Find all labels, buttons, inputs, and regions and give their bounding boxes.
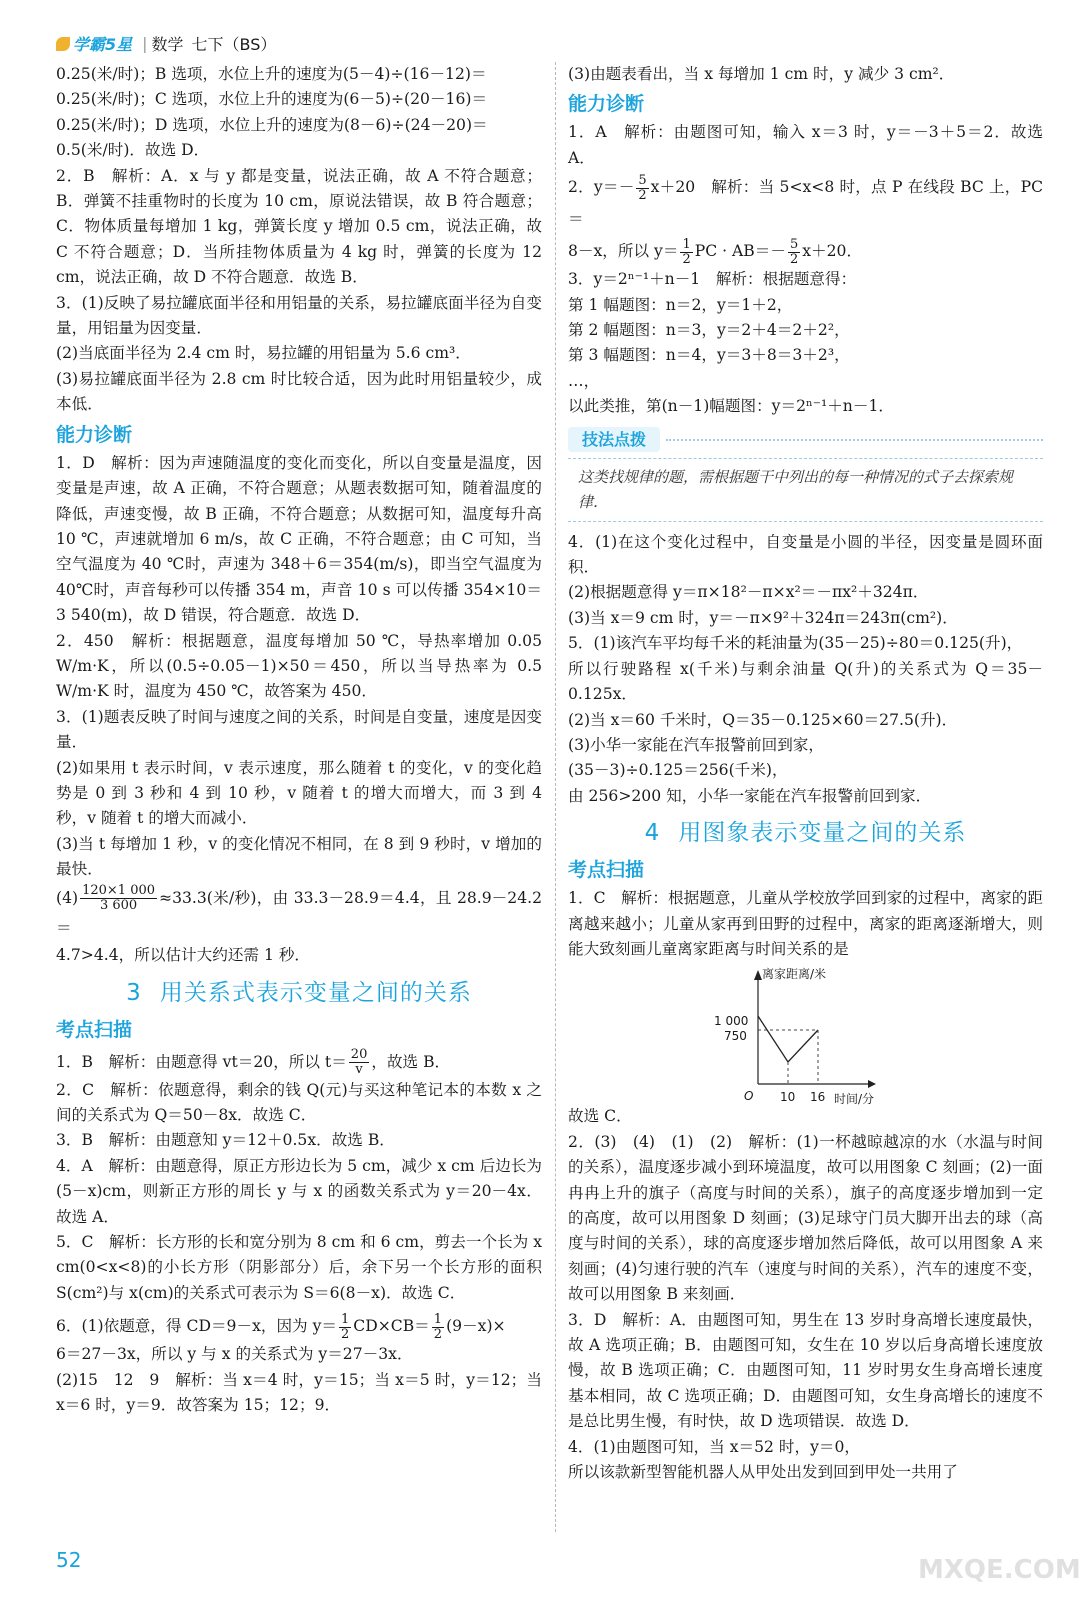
fraction: $\frac{5}{2}$ [789,236,799,267]
answer-2: 2．B 解析：A．x 与 y 都是变量，说法正确，故 A 不符合题意；B．弹簧不挂重物时的长度为 10 cm，原说法错误，故 B 符合题意；C．物体质量每增加 1 kg，弹簧长度 y 增加 0.5 cm，说法正确，故 C 不符合题意；D．当所挂物体质量为 4 kg 时，弹簧的长度为 12 cm，说法正确，故 D 不符合题意．故选 B． [56,166,542,287]
ability-3: 3．y＝2ⁿ⁻¹＋n－1 解析：根据题意得： [568,270,857,289]
ability-2: 2．450 解析：根据题意，温度每增加 50 ℃，导热率增加 0.05 W/m·K，所以(0.5÷0.05－1)×50＝450，所以当导热率为 0.5 W/m·K 时，温度为 450 ℃，故答案为 450． [56,631,542,701]
intro-line: 0.25(米/时)；B 选项，水位上升的速度为(5－4)÷(16－12)＝ [56,65,487,83]
scan-3: 3．B 解析：由题意知 y＝12＋0.5x．故选 B． [56,1131,395,1150]
graph-y750: 750 [724,1029,747,1044]
tip-box: 这类找规律的题，需根据题干中列出的每一种情况的式子去探索规律． [568,458,1043,522]
scan-1: 1．C 解析：根据题意，儿童从学校放学回到家的过程中，离家的距离越来越小；儿童从家再到田野的过程中，离家的距离逐渐增大，则能大致刻画儿童离家距离与时间关系的是 [568,889,1043,958]
scan-4-1: 4．(1)由题图可知，当 x＝52 时，y＝0， [568,1437,861,1456]
intro-line: 0.25(米/时)；C 选项，水位上升的速度为(6－5)÷(20－16)＝ [56,90,488,109]
ability-2-line2: 8－x，所以 y＝ $\frac{1}{2}$ PC · AB＝－ $\frac{5}{2}$ x＋20． [568,236,863,267]
distance-time-graph [714,964,918,1107]
ability-5-4: (3)小华一家能在汽车报警前回到家， [568,735,824,754]
fraction: $\frac{20}{v}$ [350,1047,368,1077]
graph-x16: 16 [810,1090,826,1105]
ability-3-1: 3．(1)题表反映了时间与速度之间的关系，时间是自变量，速度是因变量． [56,707,542,752]
ability-1: 1．A 解析：由题图可知，输入 x＝3 时，y＝－3＋5＝2．故选 A． [568,123,1043,167]
section-4-title: 4 用图象表示变量之间的关系 [644,820,967,847]
ability-3-step: 第 2 幅题图：n＝3，y＝2＋4＝2＋2²， [568,321,850,340]
ability-5-6: 由 256>200 知，小华一家能在汽车报警前回到家． [568,786,932,805]
intro-line: 0.25(米/时)；D 选项，水位上升的速度为(8－6)÷(24－20)＝ [56,115,488,134]
scan-3: 3．D 解析：A．由题图可知，男生在 13 岁时身高增长速度最快，故 A 选项正确；B．由题图可知，女生在 10 岁以后身高增长速度放慢，故 B 选项正确；C．由题图可知，11 岁时男女生身高增长速度基本相同，故 C 选项正确；D．由题图可知，女生身高增长的速度不是总比男生慢，有时快，故 D 选项错误．故选 D． [568,1310,1043,1431]
ability-5-2: 所以行驶路程 x(千米)与剩余油量 Q(升)的关系式为 Q＝35－0.125x． [568,659,1043,704]
ability-2: 2．y＝－ $\frac{5}{2}$ x＋20 解析：当 5<x<8 时，点 P 在线段 BC 上，PC＝ [568,172,1043,229]
fraction: $\frac{1}{2}$ [341,1311,350,1342]
section-3-title: 3 用关系式表示变量之间的关系 [126,979,472,1006]
ability-1: 1．D 解析：因为声速随温度的变化而变化，所以自变量是温度，因变量是声速，故 A 正确，不符合题意；从题表数据可知，随着温度的降低，声速变慢，故 B 正确，不符合题意；从数据可知，温度每升高 10 ℃，声速就增加 6 m/s，故 C 正确，不符合题意；由 C 可知，当空气温度为 40 ℃时，声速为 348＋6＝354(m/s)，即当空气温度为 40℃时，声音每秒可以传播 354 m，声音 10 s 可以传播 354×10＝3 540(m)，故 D 错误，符合题意．故选 D． [56,453,542,625]
intro-line: 0.5(米/时)．故选 D． [56,141,210,160]
heading-scan: 考点扫描 [56,1018,133,1041]
ability-4-2: (2)根据题意得 y＝π×18²－π×x²＝－πx²＋324π． [568,583,929,602]
fraction: $\frac{1}{2}$ [682,236,691,267]
graph-origin: O [744,1089,754,1104]
answer-3-3-right: (3)由题表看出，当 x 每增加 1 cm 时，y 减少 3 cm²． [568,65,955,83]
fraction: $\frac{5}{2}$ [638,172,647,203]
graph-xlabel: 时间/分 [834,1092,875,1107]
answer-3-3: (3)易拉罐底面半径为 2.8 cm 时比较合适，因为此时用铝量较少，成本低． [56,369,542,414]
scan-2: 2．C 解析：依题意得，剩余的钱 Q(元)与买这种笔记本的本数 x 之间的关系式为 Q＝50－8x．故选 C． [56,1080,542,1124]
scan-5: 5．C 解析：长方形的长和宽分别为 8 cm 和 6 cm，剪去一个长为 x cm(0<x<8)的小长方形（阴影部分）后，余下另一个长方形的面积 S(cm²)与 x(cm)的关系式可表示为 S＝6(8－x)．故选 C． [56,1232,542,1302]
ability-3-4: (4) $\frac{120\times 1 000}{3 600}$ ≈33.3(米/秒)，由 33.3－28.9＝4.4，且 28.9－24.2＝ [56,883,542,938]
column-divider [555,62,556,1532]
heading-scan: 考点扫描 [568,859,645,882]
y-axis-arrow [754,970,762,980]
heading-ability: 能力诊断 [568,93,645,116]
page-number: 52 [56,1548,82,1572]
graph-x10: 10 [780,1090,796,1105]
ability-3-4-end: 4.7>4.4，所以估计大约还需 1 秒． [56,946,311,965]
scan-4: 4．A 解析：由题意得，原正方形边长为 5 cm，减少 x cm 后边长为(5－x)cm，则新正方形的周长 y 与 x 的函数关系式为 y＝20－4x．故选 A． [56,1156,542,1226]
graph-y1000: 1 000 [714,1014,749,1029]
heading-ability: 能力诊断 [56,423,133,446]
fraction: $\frac{120\times 1 000}{3 600}$ [82,883,156,914]
ability-5-3: (2)当 x＝60 千米时，Q＝35－0.125×60＝27.5(升)． [568,710,958,729]
logo-icon [56,37,70,51]
scan-1: 1．B 解析：由题意得 vt＝20，所以 t＝ $\frac{20}{v}$ ，故选 B． [56,1047,451,1077]
left-column [56,62,542,1418]
ability-5-5: (35－3)÷0.125＝256(千米)， [568,761,788,780]
ability-3-step: 以此类推，第(n－1)幅题图：y＝2ⁿ⁻¹＋n－1． [568,397,894,416]
svg-text:MXQE.COM: MXQE.COM [918,1555,1081,1585]
graph-line [758,1016,818,1062]
subject: 数学 [151,34,184,54]
scan-2: 2．(3) (4) (1) (2) 解析：(1)一杯越晾越凉的水（水温与时间的关系），温度逐步减小到环境温度，故可以用图象 C 刻画；(2)一面冉冉上升的旗子（高度与时间的关系），旗子的高度逐步增加到一定的高度，故可以用图象 D 刻画；(3)足球守门员大脚开出去的球（高度与时间的关系），球的高度逐步增加然后降低，故可以用图象 A 来刻画；(4)匀速行驶的汽车（速度与时间的关系），汽车的速度不变，故可以用图象 B 来刻画． [568,1132,1043,1304]
ability-3-step: 第 1 幅题图：n＝2，y＝1＋2， [568,295,793,314]
answer-3-1: 3．(1)反映了易拉罐底面半径和用铝量的关系，易拉罐底面半径为自变量，用铝量为因变量． [56,293,542,338]
brand-logo [56,32,132,55]
tip-title: 技法点拨 [568,426,1043,454]
scan-6-2: (2)15 12 9 解析：当 x＝4 时，y＝15；当 x＝5 时，y＝12；当 x＝6 时，y＝9．故答案为 15；12；9． [56,1370,542,1414]
ability-4-3: (3)当 x＝9 cm 时，y＝－π×9²＋324π＝243π(cm²)． [568,608,958,627]
page-header: 学霸5星 | 数学 七下（BS） [56,30,276,56]
scan-1-end: 故选 C． [568,1107,632,1126]
scan-6-line2: 6＝27－3x，所以 y 与 x 的关系式为 y＝27－3x． [56,1345,413,1364]
ability-3-3: (3)当 t 每增加 1 秒，v 的变化情况不相同，在 8 到 9 秒时，v 增加的最快． [56,834,542,879]
brand-name: 学霸5星 [73,34,133,54]
scan-6-1: 6．(1)依题意，得 CD＝9－x，因为 y＝ $\frac{1}{2}$ CD×CB＝ $\frac{1}{2}$ (9－x)× [56,1311,506,1342]
ability-3-step: …， [568,371,600,390]
answer-3-2: (2)当底面半径为 2.4 cm 时，易拉罐的用铝量为 5.6 cm³． [56,344,471,363]
watermark-logo [914,1540,1081,1590]
right-column [568,62,1043,1485]
graph-ylabel: 离家距离/米 [762,967,827,982]
ability-4-1: 4．(1)在这个变化过程中，自变量是小圆的半径，因变量是圆环面积． [568,532,1043,577]
ability-5-1: 5．(1)该汽车平均每千米的耗油量为(35－25)÷80＝0.125(升)， [568,634,1023,653]
ability-3-step: 第 3 幅题图：n＝4，y＝3＋8＝3＋2³， [568,346,850,365]
grade: 七下（BS） [191,34,277,54]
ability-3-2: (2)如果用 t 表示时间，v 表示速度，那么随着 t 的变化，v 的变化趋势是 0 到 3 秒和 4 到 10 秒，v 随着 t 的增大而增大，而 3 到 4 秒，v 随着 t 的增大而减小． [56,758,542,828]
scan-4-2: 所以该款新型智能机器人从甲处出发到回到甲处一共用了 [568,1463,958,1482]
fraction: $\frac{1}{2}$ [433,1311,443,1342]
